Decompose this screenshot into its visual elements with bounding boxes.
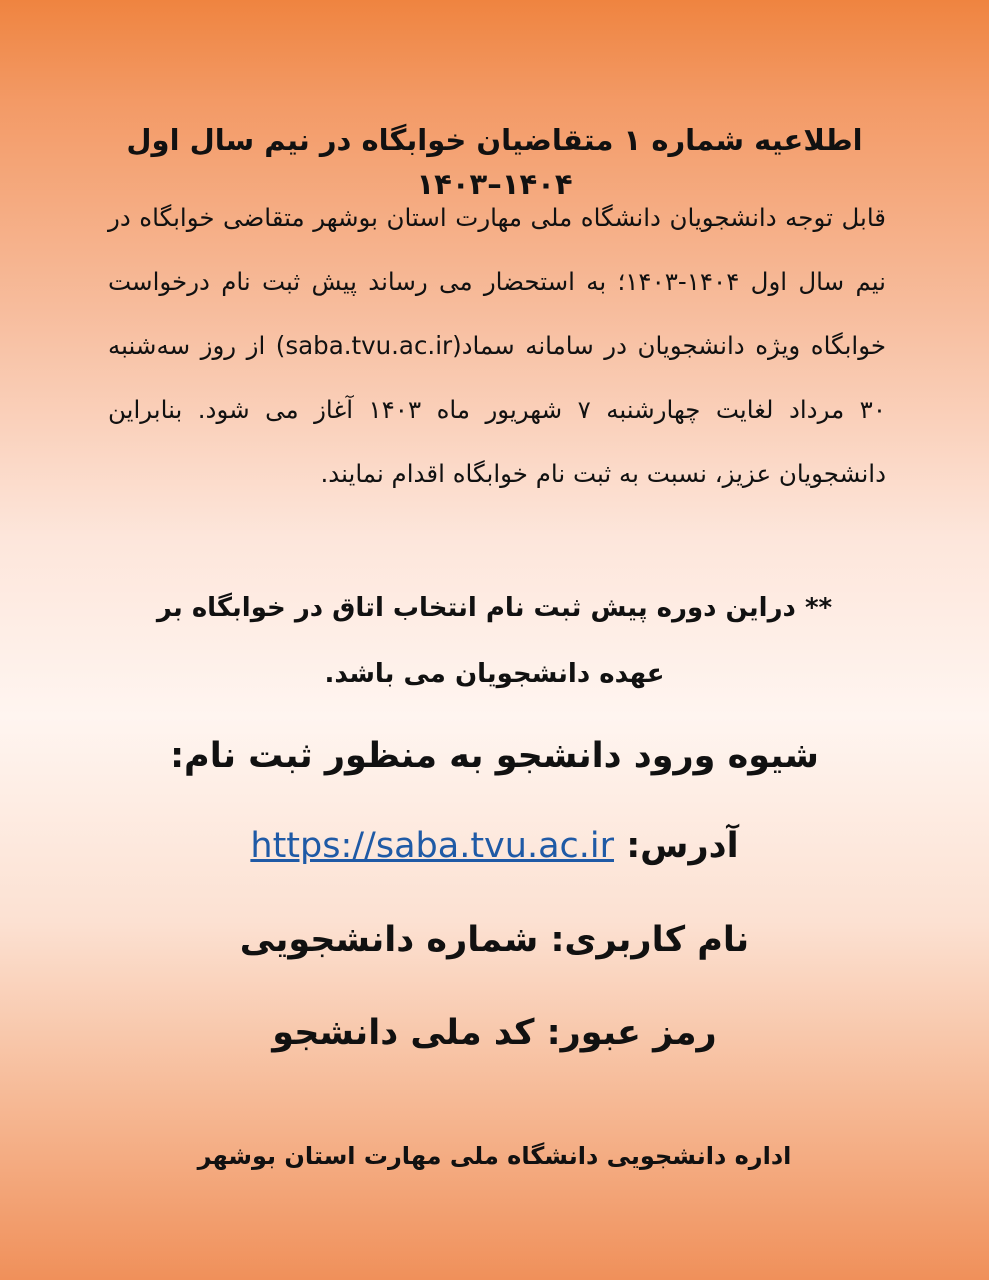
notice-footer: اداره دانشجویی دانشگاه ملی مهارت استان بوشهر xyxy=(197,1142,792,1170)
address-line xyxy=(100,818,889,874)
notice-body xyxy=(108,186,886,506)
notice-body-part2: ) از روز سه‌شنبه ۳۰ مرداد لغایت چهارشنبه ۷ شهریور ماه ۱۴۰۳ آغاز می شود. بنابراین دانشجویان عزیز، نسبت به ثبت نام خوابگاه اقدام نمایند. xyxy=(108,331,886,488)
address-label: آدرس: xyxy=(626,826,739,866)
notice-body-part1: قابل توجه دانشجویان دانشگاه ملی مهارت استان بوشهر متقاضی خوابگاه در نیم سال اول ۱۴۰۴-۱۴۰۳؛ به استحضار می رساند پیش ثبت نام درخواست خوابگاه ویژه دانشجویان در سامانه سماد( xyxy=(108,203,886,360)
howto-heading: شیوه ورود دانشجو به منظور ثبت نام: xyxy=(170,736,819,776)
username-line: نام کاربری: شماره دانشجویی xyxy=(239,920,750,960)
password-line: رمز عبور: کد ملی دانشجو xyxy=(272,1013,717,1053)
notice-title: اطلاعیه شماره ۱ متقاضیان خوابگاه در نیم سال اول ۱۴۰۴–۱۴۰۳ xyxy=(126,123,863,201)
notice-body-url: saba.tvu.ac.ir xyxy=(285,331,453,360)
address-link[interactable]: https://saba.tvu.ac.ir xyxy=(250,826,614,866)
notice-note: ** دراین دوره پیش ثبت نام انتخاب اتاق در خوابگاه بر عهده دانشجویان می باشد. xyxy=(156,593,833,689)
